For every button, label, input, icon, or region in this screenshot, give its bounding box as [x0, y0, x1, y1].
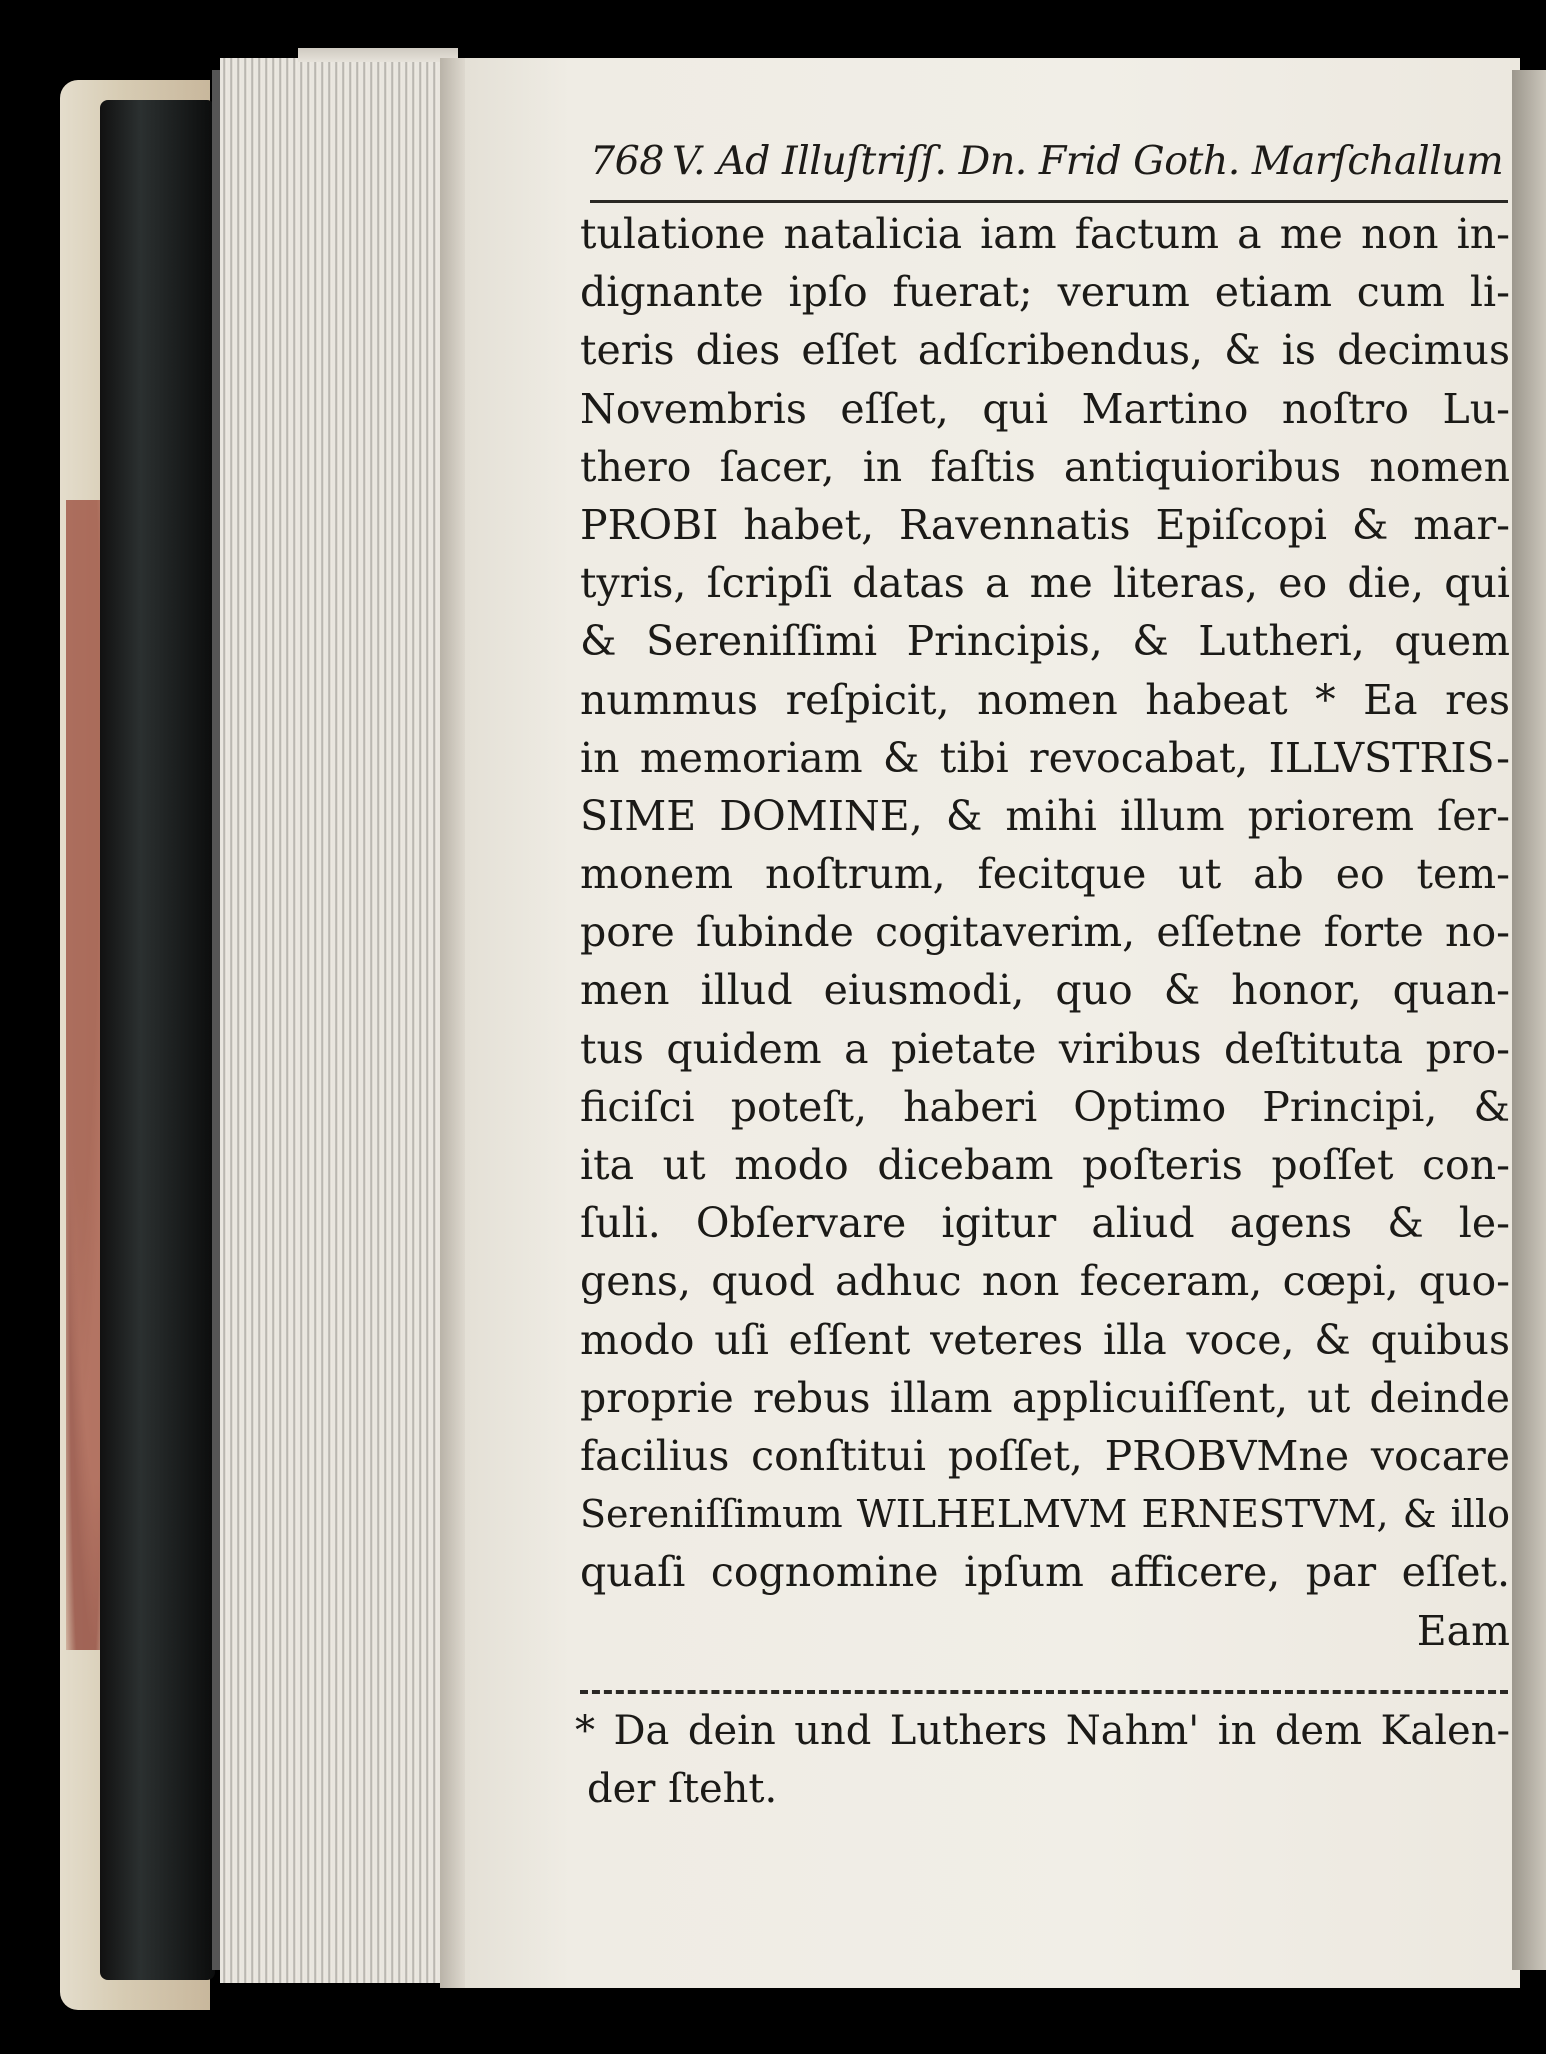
text-line: ſuli. Obſervare igitur aliud agens & le-	[580, 1199, 1510, 1248]
running-header	[590, 138, 1508, 198]
text-line: thero ſacer, in faſtis antiquioribus nomen	[580, 442, 1510, 491]
text-line: in memoriam & tibi revocabat, ILLVSTRIS-	[580, 733, 1510, 782]
header-rule	[590, 200, 1508, 203]
text-line: dignante ipſo fuerat; verum etiam cum li-	[580, 268, 1510, 317]
text-line: ficiſci poteſt, haberi Optimo Principi, &	[580, 1082, 1510, 1131]
stacked-page-edges	[220, 58, 460, 1983]
text-line: proprie rebus illam applicuiſſent, ut deinde	[580, 1373, 1510, 1422]
text-line: Novembris eſſet, qui Martino noſtro Lu-	[580, 384, 1510, 433]
text-line: SIME DOMINE, & mihi illum priorem ſer-	[580, 791, 1510, 840]
text-line: gens, quod adhuc non feceram, cœpi, quo-	[580, 1257, 1510, 1306]
facing-page-edge	[1512, 70, 1546, 1970]
text-line: modo uſi eſſent veteres illa voce, & quibus	[580, 1315, 1510, 1364]
text-line: nummus reſpicit, nomen habeat * Ea res	[580, 675, 1510, 724]
running-title: V. Ad Illuſtriſſ. Dn. Frid Goth. Marſchallum	[671, 138, 1504, 184]
footnote	[575, 1702, 1510, 1818]
text-line: men illud eiusmodi, quo & honor, quan-	[580, 966, 1510, 1015]
text-line: monem noſtrum, fecitque ut ab eo tem-	[580, 850, 1510, 899]
footnote-rule	[580, 1690, 1508, 1694]
text-line: & Sereniſſimi Principis, & Lutheri, quem	[580, 617, 1510, 666]
text-line: tus quidem a pietate viribus deſtituta pro-	[580, 1024, 1510, 1073]
footnote-line: * Da dein und Luthers Nahm' in dem Kalen-	[575, 1708, 1510, 1754]
book-cover-board	[100, 100, 215, 1980]
text-line: teris dies eſſet adſcribendus, & is decimus	[580, 326, 1510, 375]
text-line: Eam	[1416, 1606, 1510, 1655]
text-line: Sereniſſimum WILHELMVM ERNESTVM, & illo	[580, 1492, 1510, 1537]
text-line: quaſi cognomine ipſum afficere, par eſſet.	[580, 1548, 1510, 1597]
text-line: facilius conſtitui poſſet, PROBVMne vocare	[580, 1431, 1510, 1480]
text-line: PROBI habet, Ravennatis Epiſcopi & mar-	[580, 500, 1510, 549]
body-text	[580, 205, 1510, 1660]
footnote-line: der ſteht.	[587, 1766, 778, 1812]
text-line: ita ut modo dicebam poſteris poſſet con-	[580, 1141, 1510, 1189]
page-number: 768	[590, 138, 664, 184]
text-line: pore ſubinde cogitaverim, eſſetne forte no-	[580, 908, 1510, 957]
text-line: tulatione natalicia iam factum a me non in-	[580, 210, 1510, 258]
page-edges-top	[298, 48, 458, 62]
text-line: tyris, ſcripſi datas a me literas, eo die, qui	[580, 559, 1510, 608]
